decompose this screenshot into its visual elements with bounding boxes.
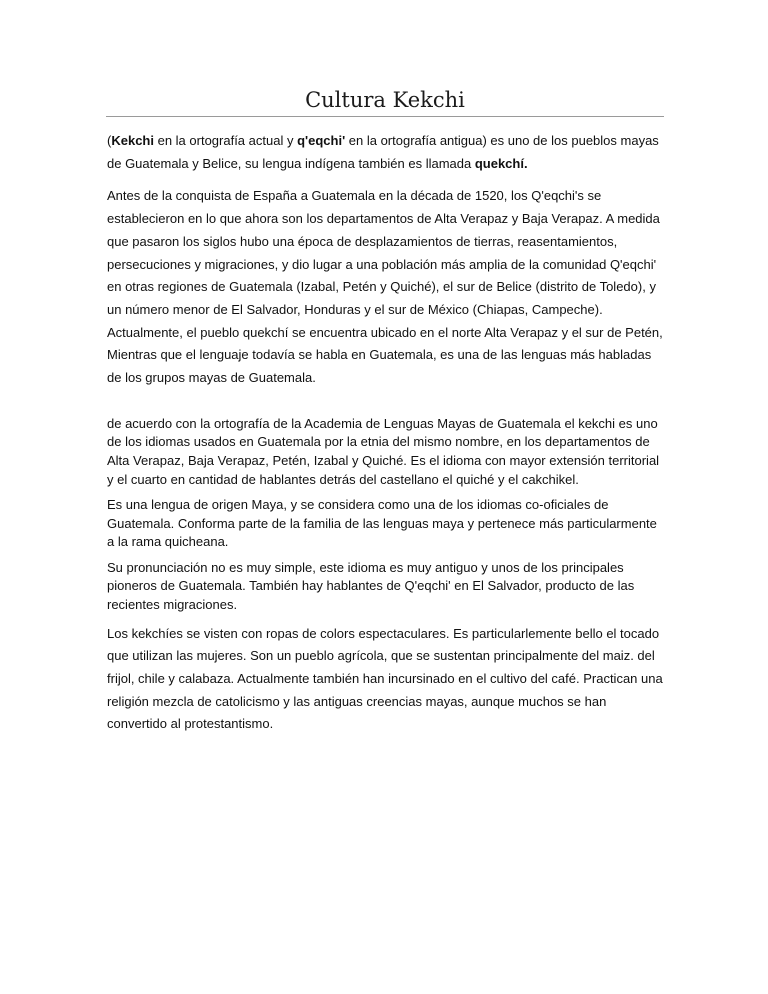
document-title: Cultura Kekchi — [106, 88, 664, 117]
intro-text-2: en la ortografía antigua) es uno de los pueblos mayas de Guatemala y Belice, su lengua indígena también es llamada — [107, 133, 659, 171]
pronunciation-paragraph: Su pronunciación no es muy simple, este idioma es muy antiguo y unos de los principales pioneros de Guatemala. También hay hablantes de Q'eqchi' en El Salvador, producto de las recientes migraciones. — [107, 559, 635, 613]
origin-paragraph: Es una lengua de origen Maya, y se considera como una de los idiomas co-oficiales de Guatemala. Conforma parte de la familia de las lenguas maya y pertenece más particularmente a la rama quicheana. — [107, 497, 657, 550]
intro-bold-kekchi: Kekchi — [111, 133, 154, 148]
intro-bold-qeqchi: q'eqchi' — [297, 133, 346, 148]
intro-bold-quekchi: quekchí. — [474, 155, 528, 171]
culture-paragraph: Los kekchíes se visten con ropas de colors espectaculares. Es particularlemente bello el tocado que utilizan las mujeres. Son un pueblo agrícola, que se sustentan principalmente del maiz. del frijol, chile y calabaza. Actualmente también han incursinado en el cultivo del café. Practican una religión mezcla de catolicismo y las antiguas creencias mayas, aunque muchos se han convertido al protestantismo. — [107, 625, 663, 732]
history-paragraph: Antes de la conquista de España a Guatemala en la década de 1520, los Q'eqchi's se establecieron en lo que ahora son los departamentos de Alta Verapaz y Baja Verapaz. A medida que pasaron los siglos hubo una época de desplazamientos de tierras, reasentamientos, persecuciones y migraciones, y dio lugar a una población más amplia de la comunidad Q'eqchi' en otras regiones de Guatemala (Izabal, Petén y Quiché), el sur de Belice (distrito de Toledo), y un número menor de El Salvador, Honduras y el sur de México (Chiapas, Campeche). Actualmente, el pueblo quekchí se encuentra ubicado en el norte Alta Verapaz y el sur de Petén, Mientras que el lenguaje todavía se habla en Guatemala, es una de las lenguas más habladas de los grupos mayas de Guatemala. — [107, 188, 663, 386]
language-paragraph: de acuerdo con la ortografía de la Academia de Lenguas Mayas de Guatemala el kekchi es uno de los idiomas usados en Guatemala por la etnia del mismo nombre, en los departamentos de Alta Verapaz, Baja Verapaz, Petén, Izabal y Quiché. Es el idioma con mayor extensión territorial y el cuarto en cantidad de hablantes detrás del castellano el quiché y el cakchikel. — [107, 415, 660, 487]
intro-open: ( — [107, 133, 112, 148]
intro-text-1: en la ortografía actual y — [153, 133, 298, 148]
intro-paragraph — [107, 130, 663, 175]
document-body — [107, 130, 663, 736]
